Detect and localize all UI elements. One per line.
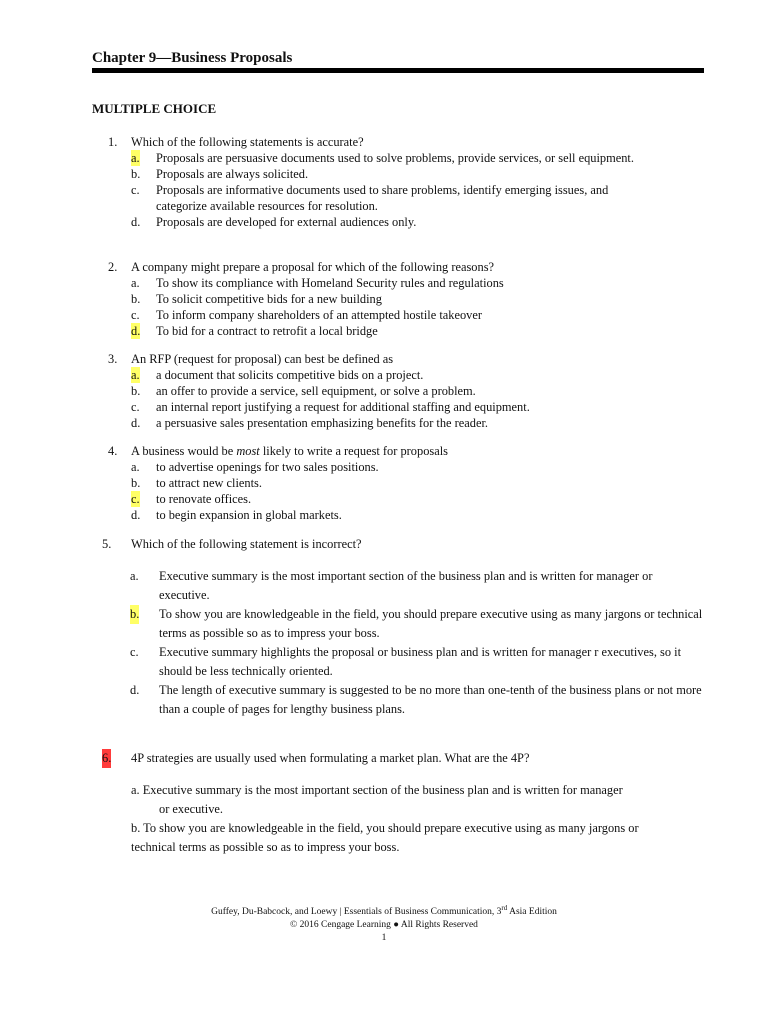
- option-d: [0, 214, 768, 230]
- option-b: [0, 291, 768, 307]
- question-text-emphasis: most: [236, 444, 260, 458]
- answer-highlight-red: 6.: [102, 749, 111, 768]
- question-text-part: likely to write a request for proposals: [259, 444, 448, 458]
- option-text: Executive summary highlights the proposal or business plan and is written for manager r executives, so it should be less technically oriented.: [159, 645, 682, 678]
- option-letter: b.: [131, 476, 141, 490]
- option-letter: a.: [131, 460, 140, 474]
- option-a: [0, 150, 768, 166]
- option-letter: c.: [131, 183, 140, 197]
- question-text: A company might prepare a proposal for which of the following reasons?: [131, 260, 495, 274]
- option-text: Proposals are persuasive documents used to solve problems, provide services, or sell equipment.: [156, 151, 634, 165]
- option-text: a document that solicits competitive bids on a project.: [156, 368, 424, 382]
- answer-line: a. Executive summary is the most important section of the business plan and is written for manager: [131, 783, 623, 797]
- option-d: [0, 681, 768, 719]
- question-number: 5.: [102, 537, 112, 551]
- option-text: Proposals are always solicited.: [156, 167, 309, 181]
- answer-highlight: a.: [131, 151, 140, 165]
- option-letter: a.: [131, 276, 140, 290]
- option-c: [0, 307, 768, 323]
- option-b: [0, 605, 768, 643]
- option-text: to attract new clients.: [156, 476, 262, 490]
- option-letter: b.: [131, 384, 141, 398]
- chapter-title: Chapter 9—Business Proposals: [92, 50, 293, 66]
- option-a: [0, 459, 768, 475]
- option-a: [0, 567, 768, 605]
- option-d: [0, 415, 768, 431]
- footer-credit: [0, 903, 768, 918]
- option-text: an internal report justifying a request for additional staffing and equipment.: [156, 400, 530, 414]
- option-c: [0, 491, 768, 507]
- option-text: to renovate offices.: [156, 492, 252, 506]
- answer-highlight: c.: [131, 492, 140, 506]
- option-letter: c.: [130, 645, 139, 659]
- option-a: [0, 275, 768, 291]
- option-text: To solicit competitive bids for a new building: [156, 292, 382, 306]
- footer-copyright: © 2016 Cengage Learning ● All Rights Reserved: [290, 920, 478, 930]
- question-text: Which of the following statement is incorrect?: [131, 537, 362, 551]
- option-text: to begin expansion in global markets.: [156, 508, 342, 522]
- option-text: The length of executive summary is suggested to be no more than one-tenth of the business plans or not more than a couple of pages for lengthy business plans.: [159, 683, 702, 716]
- option-letter: d.: [131, 416, 141, 430]
- option-a: [0, 367, 768, 383]
- option-c: [0, 643, 768, 681]
- header-rule: [92, 68, 704, 73]
- page-number: 1: [381, 933, 387, 943]
- option-text: To show its compliance with Homeland Security rules and regulations: [156, 276, 504, 290]
- option-d: [0, 507, 768, 523]
- question-number: 4.: [108, 444, 118, 458]
- footer-superscript: rd: [501, 903, 508, 912]
- option-text: a persuasive sales presentation emphasizing benefits for the reader.: [156, 416, 489, 430]
- question-text: 4P strategies are usually used when formulating a market plan. What are the 4P?: [131, 751, 530, 765]
- option-letter: d.: [131, 215, 141, 229]
- question-6: [0, 749, 768, 859]
- option-letter: b.: [131, 292, 141, 306]
- option-letter: c.: [131, 308, 140, 322]
- answer-line: b. To show you are knowledgeable in the field, you should prepare executive using as many jargons or: [131, 821, 639, 835]
- question-1: [0, 134, 768, 230]
- question-number: 2.: [108, 260, 118, 274]
- option-text: Proposals are developed for external audiences only.: [156, 215, 417, 229]
- option-text: To show you are knowledgeable in the field, you should prepare executive using as many jargons or technical terms as possible so as to impress your boss.: [159, 607, 703, 640]
- answer-highlight: b.: [130, 605, 139, 624]
- question-text: An RFP (request for proposal) can best be defined as: [131, 352, 394, 366]
- question-3: [0, 351, 768, 431]
- option-text: to advertise openings for two sales positions.: [156, 460, 379, 474]
- answer-highlight: d.: [131, 324, 141, 338]
- option-b: [0, 383, 768, 399]
- option-letter: d.: [131, 508, 141, 522]
- option-letter: a.: [130, 569, 139, 583]
- question-number: 1.: [108, 135, 118, 149]
- question-number: 3.: [108, 352, 118, 366]
- option-text: Proposals are informative documents used to share problems, identify emerging issues, and categorize available resources for resolution.: [156, 183, 609, 213]
- answer-line: technical terms as possible so as to impress your boss.: [131, 840, 400, 854]
- question-2: [0, 259, 768, 339]
- question-5: [0, 535, 768, 719]
- option-letter: b.: [131, 167, 141, 181]
- option-letter: c.: [131, 400, 140, 414]
- footer-text: Asia Edition: [507, 907, 557, 917]
- option-c: [0, 182, 768, 214]
- question-text-part: A business would be: [131, 444, 237, 458]
- option-text: To inform company shareholders of an attempted hostile takeover: [156, 308, 483, 322]
- option-text: To bid for a contract to retrofit a local bridge: [156, 324, 378, 338]
- option-text: an offer to provide a service, sell equipment, or solve a problem.: [156, 384, 476, 398]
- answer-highlight: a.: [131, 368, 140, 382]
- section-title: MULTIPLE CHOICE: [92, 101, 217, 116]
- option-letter: d.: [130, 683, 140, 697]
- option-d: [0, 323, 768, 339]
- option-c: [0, 399, 768, 415]
- option-b: [0, 166, 768, 182]
- answer-line: or executive.: [159, 802, 223, 816]
- question-text: [131, 443, 448, 459]
- question-4: [0, 443, 768, 523]
- footer-text: Guffey, Du-Babcock, and Loewy | Essentials of Business Communication, 3: [211, 907, 502, 917]
- option-b: [0, 475, 768, 491]
- question-text: Which of the following statements is accurate?: [131, 135, 364, 149]
- option-text: Executive summary is the most important section of the business plan and is written for manager or executive.: [159, 569, 653, 602]
